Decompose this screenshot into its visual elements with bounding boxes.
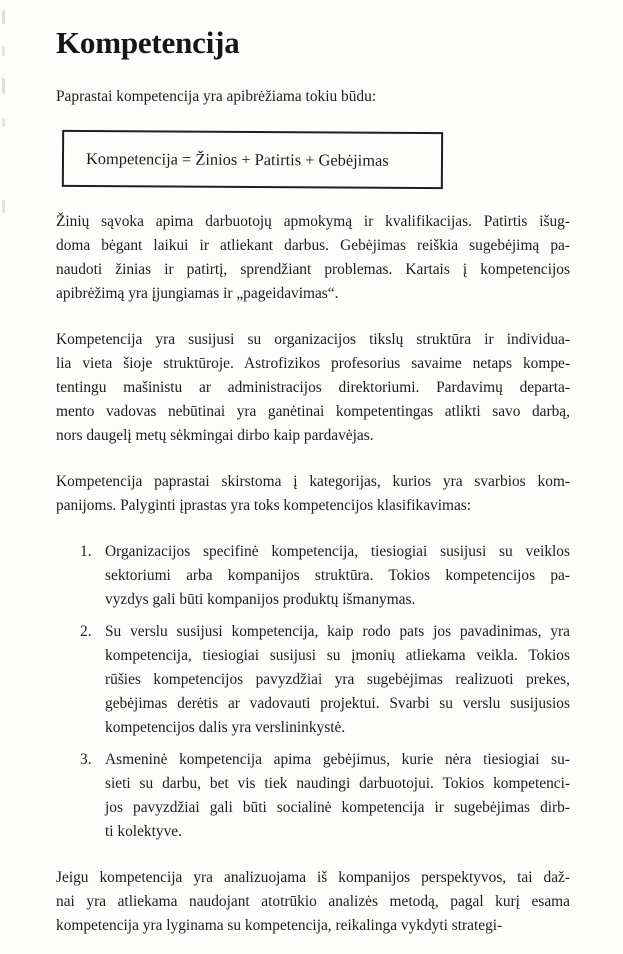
text-line: Kompetencija yra susijusi su organizacijos tikslų struktūra ir individua- <box>56 331 570 348</box>
page-content <box>56 27 570 954</box>
scan-mark <box>2 118 5 127</box>
list-number: 1. <box>80 543 92 560</box>
text-line: apibrėžimą yra įjungiamas ir „pageidavimas“. <box>56 285 339 302</box>
list-item <box>56 620 570 740</box>
text-line: mento vadovas nebūtinai yra ganėtinai kompetentingas atlikti savo darbą, <box>56 403 570 420</box>
list-item <box>56 748 570 844</box>
scan-mark <box>2 200 5 213</box>
text-line: ti kolektyve. <box>105 823 182 840</box>
list-item-text <box>105 540 570 612</box>
paragraph <box>56 470 570 518</box>
text-line: gebėjimas derėtis ar vadovauti projektui. Svarbi su verslu susijusios <box>105 695 570 712</box>
text-line: tentingu mašinistu ar administracijos direktoriumi. Pardavimų departa- <box>56 379 570 396</box>
text-line: sektoriumi arba kompanijos struktūra. Tokios kompetencijos pa- <box>105 567 570 584</box>
text-line: nai yra atliekama naudojant atotrūkio analizės metodą, pagal kurį esama <box>56 893 570 910</box>
text-line: kompetencijos dalis yra verslininkystė. <box>105 719 346 736</box>
text-line: Kompetencija paprastai skirstoma į kategorijas, kurios yra svarbios kom- <box>56 473 570 490</box>
scan-binding-artifacts <box>0 0 10 240</box>
text-line: panijoms. Palyginti įprastas yra toks kompetencijos klasifikavimas: <box>56 497 472 514</box>
text-line: Paprastai kompetencija yra apibrėžiama tokiu būdu: <box>56 88 377 105</box>
text-line: kompetencija, tiesiogiai susijusi su įmonių atliekama veikla. Tokios <box>105 647 570 664</box>
list-item-text <box>105 748 570 844</box>
list-item-text <box>105 620 570 740</box>
list-number: 3. <box>80 751 92 768</box>
paragraph <box>56 866 570 938</box>
text-line: Asmeninė kompetencija apima gebėjimus, kurie nėra tiesiogiai su- <box>105 751 570 768</box>
text-line: rūšies kompetencijos pavyzdžiai yra sugebėjimas realizuoti prekes, <box>105 671 570 688</box>
text-line: Jeigu kompetencija yra analizuojama iš kompanijos perspektyvos, tai daž- <box>56 869 570 886</box>
formula-text: Kompetencija = Žinios + Patirtis + Gebėjimas <box>85 148 389 170</box>
list-item <box>56 540 570 612</box>
formula-box <box>62 130 443 189</box>
text-line: lia vieta šioje struktūroje. Astrofizikos profesorius savaime netaps kompe- <box>56 355 570 372</box>
text-line: nors daugelį metų sėkmingai dirbo kaip pardavėjas. <box>56 427 374 444</box>
text-line: kompetencija yra lyginama su kompetencija, reikalinga vykdyti strategi- <box>56 917 503 934</box>
text-line: vyzdys gali būti kompanijos produktų išmanymas. <box>105 591 416 608</box>
text-line: Organizacijos specifinė kompetencija, tiesiogiai susijusi su veiklos <box>105 543 570 560</box>
paragraph <box>56 210 570 306</box>
list-number: 2. <box>80 623 92 640</box>
paragraph <box>56 85 570 109</box>
page-title: Kompetencija <box>56 25 240 60</box>
text-line: jos pavyzdžiai gali būti socialinė kompetencija ir sugebėjimas dirb- <box>105 799 570 816</box>
scan-mark <box>2 10 5 24</box>
paragraph <box>56 328 570 448</box>
text-line: Su verslu susijusi kompetencija, kaip rodo pats jos pavadinimas, yra <box>105 623 570 640</box>
scan-mark <box>2 46 5 56</box>
text-line: naudoti žinias ir patirtį, sprendžiant problemas. Kartais į kompetencijos <box>56 261 570 278</box>
text-line: Žinių sąvoka apima darbuotojų apmokymą ir kvalifikacijas. Patirtis išug- <box>56 213 570 230</box>
scan-mark <box>2 78 5 94</box>
document-body <box>56 85 570 938</box>
text-line: doma bėgant laikui ir atliekant darbus. Gebėjimas reiškia sugebėjimą pa- <box>56 237 570 254</box>
text-line: sieti su darbu, bet vis tiek naudingi darbuotojui. Tokios kompetenci- <box>105 775 570 792</box>
